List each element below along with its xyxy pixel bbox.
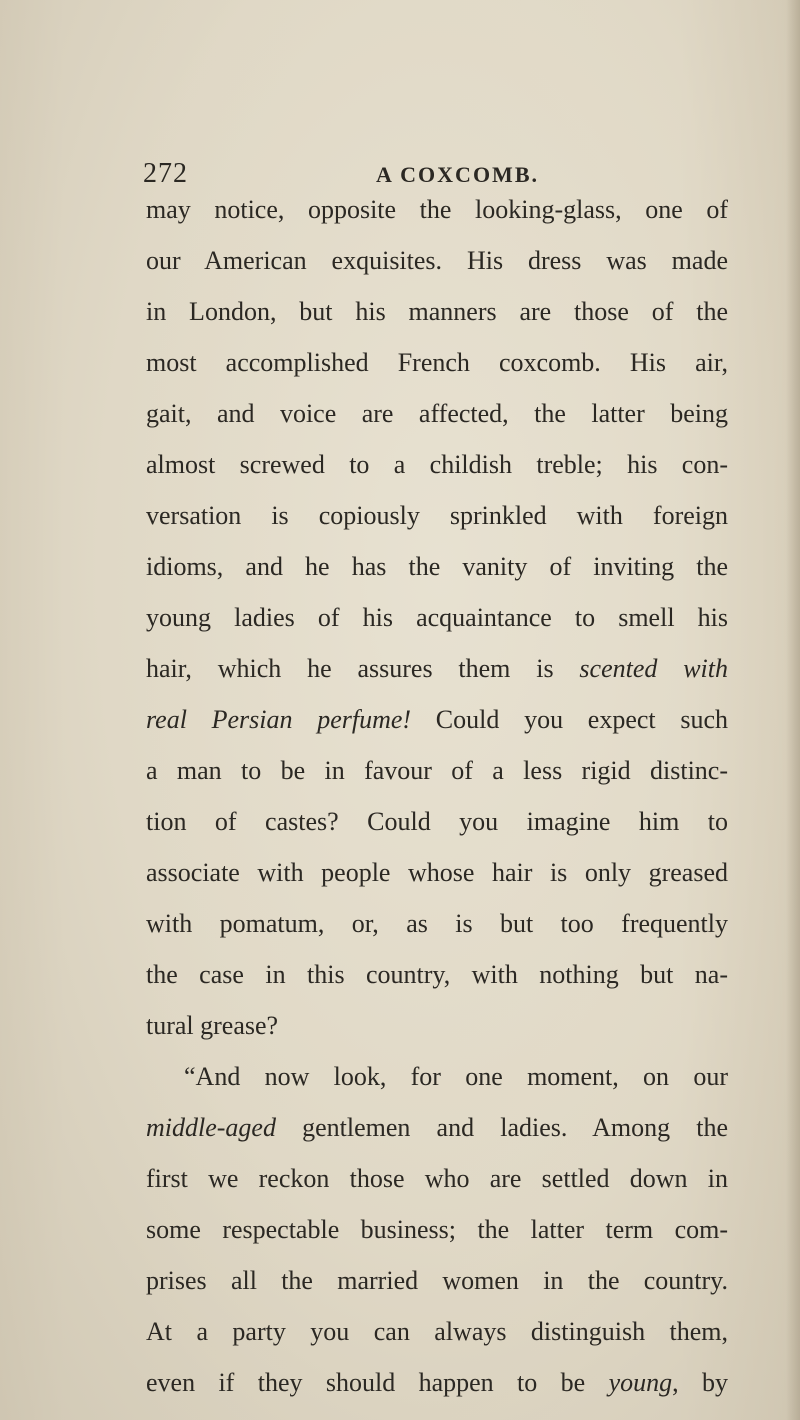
text-segment: associate with people whose hair is only greased bbox=[146, 858, 728, 887]
italic-text: real Persian perfume! bbox=[146, 705, 412, 734]
text-line bbox=[146, 439, 728, 490]
text-line bbox=[146, 1000, 728, 1051]
text-segment: tural grease? bbox=[146, 1011, 279, 1040]
text-segment: with pomatum, or, as is but too frequently bbox=[146, 909, 728, 938]
text-line bbox=[146, 1102, 728, 1153]
text-line bbox=[146, 847, 728, 898]
text-segment: our American exquisites. His dress was made bbox=[146, 246, 728, 275]
text-line bbox=[146, 490, 728, 541]
text-line bbox=[146, 643, 728, 694]
text-segment: At a party you can always distinguish them, bbox=[146, 1317, 728, 1346]
text-line bbox=[146, 541, 728, 592]
text-line bbox=[146, 388, 728, 439]
text-segment: Could you expect such bbox=[411, 705, 728, 734]
text-segment: most accomplished French coxcomb. His air, bbox=[146, 348, 728, 377]
text-segment: young ladies of his acquaintance to smell his bbox=[146, 603, 728, 632]
text-line bbox=[146, 898, 728, 949]
text-segment: in London, but his manners are those of the bbox=[146, 297, 728, 326]
text-line bbox=[146, 1153, 728, 1204]
text-segment: idioms, and he has the vanity of inviting the bbox=[146, 552, 728, 581]
text-line bbox=[146, 235, 728, 286]
text-line bbox=[146, 184, 728, 235]
text-segment: even if they should happen to be bbox=[146, 1368, 609, 1397]
text-segment: first we reckon those who are settled down in bbox=[146, 1164, 728, 1193]
text-line bbox=[146, 949, 728, 1000]
text-line bbox=[146, 1051, 728, 1102]
text-segment: gentlemen and ladies. Among the bbox=[275, 1113, 728, 1142]
text-segment: versation is copiously sprinkled with foreign bbox=[146, 501, 728, 530]
italic-text: scented with bbox=[579, 654, 728, 683]
text-segment: some respectable business; the latter term com- bbox=[146, 1215, 728, 1244]
text-segment: “And now look, for one moment, on our bbox=[184, 1062, 728, 1091]
text-line bbox=[146, 286, 728, 337]
text-line bbox=[146, 1255, 728, 1306]
body-text bbox=[146, 184, 728, 1408]
text-line bbox=[146, 337, 728, 388]
text-segment: prises all the married women in the country. bbox=[146, 1266, 728, 1295]
text-line bbox=[146, 592, 728, 643]
text-segment: , by bbox=[672, 1368, 728, 1397]
text-segment: tion of castes? Could you imagine him to bbox=[146, 807, 728, 836]
text-line bbox=[146, 694, 728, 745]
text-segment: may notice, opposite the looking-glass, one of bbox=[146, 195, 728, 224]
text-line bbox=[146, 1357, 728, 1408]
text-line bbox=[146, 796, 728, 847]
italic-text: young bbox=[608, 1368, 673, 1397]
text-segment: the case in this country, with nothing but na- bbox=[146, 960, 728, 989]
running-head: A COXCOMB. bbox=[376, 162, 539, 187]
italic-text: middle-aged bbox=[146, 1113, 276, 1142]
text-line bbox=[146, 745, 728, 796]
page-edge-shadow bbox=[786, 0, 800, 1420]
text-segment: hair, which he assures them is bbox=[146, 654, 580, 683]
text-segment: gait, and voice are affected, the latter being bbox=[146, 399, 728, 428]
text-line bbox=[146, 1306, 728, 1357]
text-segment: a man to be in favour of a less rigid distinc- bbox=[146, 756, 728, 785]
page-number: 272 bbox=[143, 158, 188, 189]
text-line bbox=[146, 1204, 728, 1255]
text-segment: almost screwed to a childish treble; his con- bbox=[146, 450, 728, 479]
